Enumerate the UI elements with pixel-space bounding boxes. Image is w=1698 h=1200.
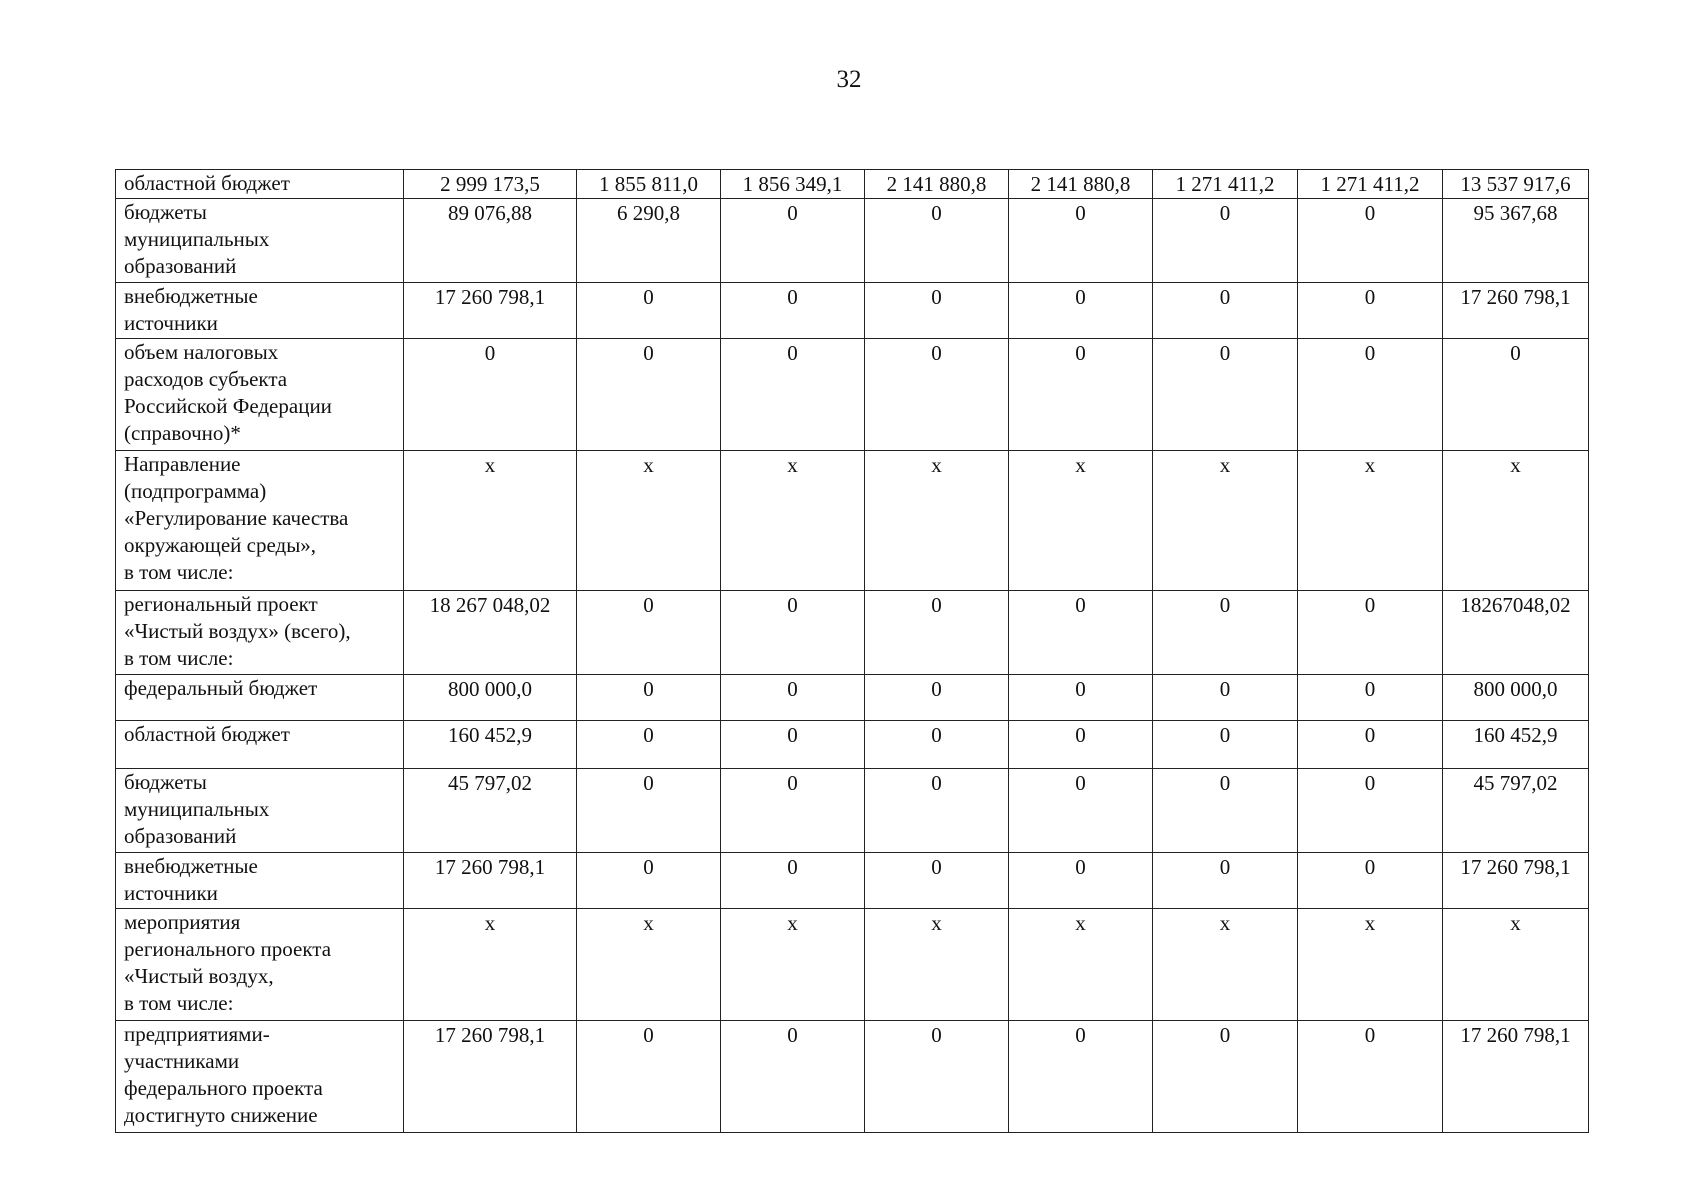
- value-cell: 0: [721, 675, 865, 721]
- value-cell: 0: [1009, 721, 1153, 769]
- value-cell: 17 260 798,1: [404, 283, 577, 339]
- value-cell: 800 000,0: [404, 675, 577, 721]
- value-cell: 1 271 411,2: [1298, 170, 1443, 199]
- value-cell: х: [1153, 909, 1298, 1021]
- value-cell: 0: [1153, 675, 1298, 721]
- value-cell: 0: [1298, 675, 1443, 721]
- row-label-cell: объем налоговых расходов субъекта Российской Федерации (справочно)*: [116, 339, 404, 451]
- value-cell: 0: [1009, 853, 1153, 909]
- value-cell: 0: [1153, 339, 1298, 451]
- value-cell: х: [577, 909, 721, 1021]
- value-cell: 0: [721, 283, 865, 339]
- value-cell: 160 452,9: [1443, 721, 1589, 769]
- value-cell: 0: [865, 283, 1009, 339]
- value-cell: 89 076,88: [404, 199, 577, 283]
- value-cell: 18 267 048,02: [404, 591, 577, 675]
- value-cell: 0: [721, 1021, 865, 1133]
- value-cell: х: [1443, 909, 1589, 1021]
- table-row: [116, 1021, 1589, 1133]
- value-cell: х: [1153, 451, 1298, 591]
- row-label-cell: Направление (подпрограмма) «Регулирование качества окружающей среды», в том числе:: [116, 451, 404, 591]
- value-cell: 0: [577, 853, 721, 909]
- table-row: [116, 909, 1589, 1021]
- value-cell: 0: [1153, 721, 1298, 769]
- row-label-cell: бюджеты муниципальных образований: [116, 769, 404, 853]
- value-cell: 17 260 798,1: [1443, 1021, 1589, 1133]
- page-number: 32: [836, 66, 862, 93]
- value-cell: 0: [577, 339, 721, 451]
- table-row: [116, 283, 1589, 339]
- value-cell: х: [577, 451, 721, 591]
- value-cell: 2 141 880,8: [1009, 170, 1153, 199]
- value-cell: 0: [865, 675, 1009, 721]
- value-cell: 0: [1153, 591, 1298, 675]
- table-row: [116, 199, 1589, 283]
- value-cell: 0: [577, 769, 721, 853]
- value-cell: 0: [1298, 199, 1443, 283]
- value-cell: 1 271 411,2: [1153, 170, 1298, 199]
- value-cell: 0: [577, 283, 721, 339]
- value-cell: 0: [865, 853, 1009, 909]
- row-label-cell: внебюджетные источники: [116, 283, 404, 339]
- value-cell: 0: [865, 721, 1009, 769]
- value-cell: 0: [1298, 853, 1443, 909]
- row-label-cell: мероприятия регионального проекта «Чистый воздух, в том числе:: [116, 909, 404, 1021]
- value-cell: 0: [577, 675, 721, 721]
- value-cell: 0: [1153, 283, 1298, 339]
- value-cell: х: [865, 909, 1009, 1021]
- table-row: [116, 721, 1589, 769]
- value-cell: 17 260 798,1: [1443, 853, 1589, 909]
- value-cell: 1 856 349,1: [721, 170, 865, 199]
- value-cell: х: [1009, 909, 1153, 1021]
- value-cell: 0: [1298, 339, 1443, 451]
- value-cell: 1 855 811,0: [577, 170, 721, 199]
- row-label-cell: областной бюджет: [116, 721, 404, 769]
- value-cell: 13 537 917,6: [1443, 170, 1589, 199]
- value-cell: 0: [1153, 853, 1298, 909]
- value-cell: 0: [721, 339, 865, 451]
- value-cell: 45 797,02: [1443, 769, 1589, 853]
- value-cell: 0: [577, 591, 721, 675]
- value-cell: 0: [865, 199, 1009, 283]
- row-label-cell: внебюджетные источники: [116, 853, 404, 909]
- table-row: [116, 451, 1589, 591]
- value-cell: 0: [721, 721, 865, 769]
- row-label-cell: региональный проект «Чистый воздух» (всего), в том числе:: [116, 591, 404, 675]
- value-cell: 0: [1009, 675, 1153, 721]
- value-cell: х: [1009, 451, 1153, 591]
- value-cell: 0: [404, 339, 577, 451]
- row-label-cell: предприятиями- участниками федерального проекта достигнуто снижение: [116, 1021, 404, 1133]
- value-cell: 17 260 798,1: [404, 1021, 577, 1133]
- value-cell: 0: [1153, 1021, 1298, 1133]
- value-cell: 17 260 798,1: [404, 853, 577, 909]
- value-cell: 2 999 173,5: [404, 170, 577, 199]
- value-cell: х: [1298, 451, 1443, 591]
- value-cell: 0: [1298, 283, 1443, 339]
- value-cell: х: [404, 451, 577, 591]
- value-cell: 0: [577, 1021, 721, 1133]
- value-cell: 6 290,8: [577, 199, 721, 283]
- value-cell: х: [721, 451, 865, 591]
- table-row: [116, 170, 1589, 199]
- value-cell: 0: [865, 769, 1009, 853]
- value-cell: 0: [721, 853, 865, 909]
- value-cell: 0: [1009, 1021, 1153, 1133]
- table-row: [116, 853, 1589, 909]
- row-label-cell: областной бюджет: [116, 170, 404, 199]
- value-cell: х: [1298, 909, 1443, 1021]
- table-body: [116, 170, 1589, 1133]
- row-label-cell: бюджеты муниципальных образований: [116, 199, 404, 283]
- value-cell: 17 260 798,1: [1443, 283, 1589, 339]
- value-cell: 0: [1153, 199, 1298, 283]
- value-cell: 0: [1009, 283, 1153, 339]
- value-cell: 0: [1009, 199, 1153, 283]
- value-cell: 160 452,9: [404, 721, 577, 769]
- value-cell: х: [1443, 451, 1589, 591]
- value-cell: 0: [1298, 1021, 1443, 1133]
- value-cell: 0: [1009, 769, 1153, 853]
- table-row: [116, 769, 1589, 853]
- row-label-cell: федеральный бюджет: [116, 675, 404, 721]
- value-cell: 0: [1298, 769, 1443, 853]
- value-cell: 0: [1009, 591, 1153, 675]
- value-cell: х: [865, 451, 1009, 591]
- value-cell: 18267048,02: [1443, 591, 1589, 675]
- value-cell: 0: [721, 769, 865, 853]
- value-cell: 0: [865, 1021, 1009, 1133]
- value-cell: х: [404, 909, 577, 1021]
- value-cell: 95 367,68: [1443, 199, 1589, 283]
- value-cell: 0: [721, 591, 865, 675]
- table-row: [116, 675, 1589, 721]
- value-cell: 0: [1009, 339, 1153, 451]
- value-cell: 45 797,02: [404, 769, 577, 853]
- value-cell: 0: [1298, 591, 1443, 675]
- table-row: [116, 591, 1589, 675]
- value-cell: 2 141 880,8: [865, 170, 1009, 199]
- value-cell: 0: [865, 339, 1009, 451]
- value-cell: 0: [865, 591, 1009, 675]
- value-cell: 0: [721, 199, 865, 283]
- value-cell: 0: [1298, 721, 1443, 769]
- budget-table: [115, 169, 1589, 1133]
- value-cell: 0: [577, 721, 721, 769]
- value-cell: х: [721, 909, 865, 1021]
- table-row: [116, 339, 1589, 451]
- value-cell: 0: [1443, 339, 1589, 451]
- value-cell: 0: [1153, 769, 1298, 853]
- value-cell: 800 000,0: [1443, 675, 1589, 721]
